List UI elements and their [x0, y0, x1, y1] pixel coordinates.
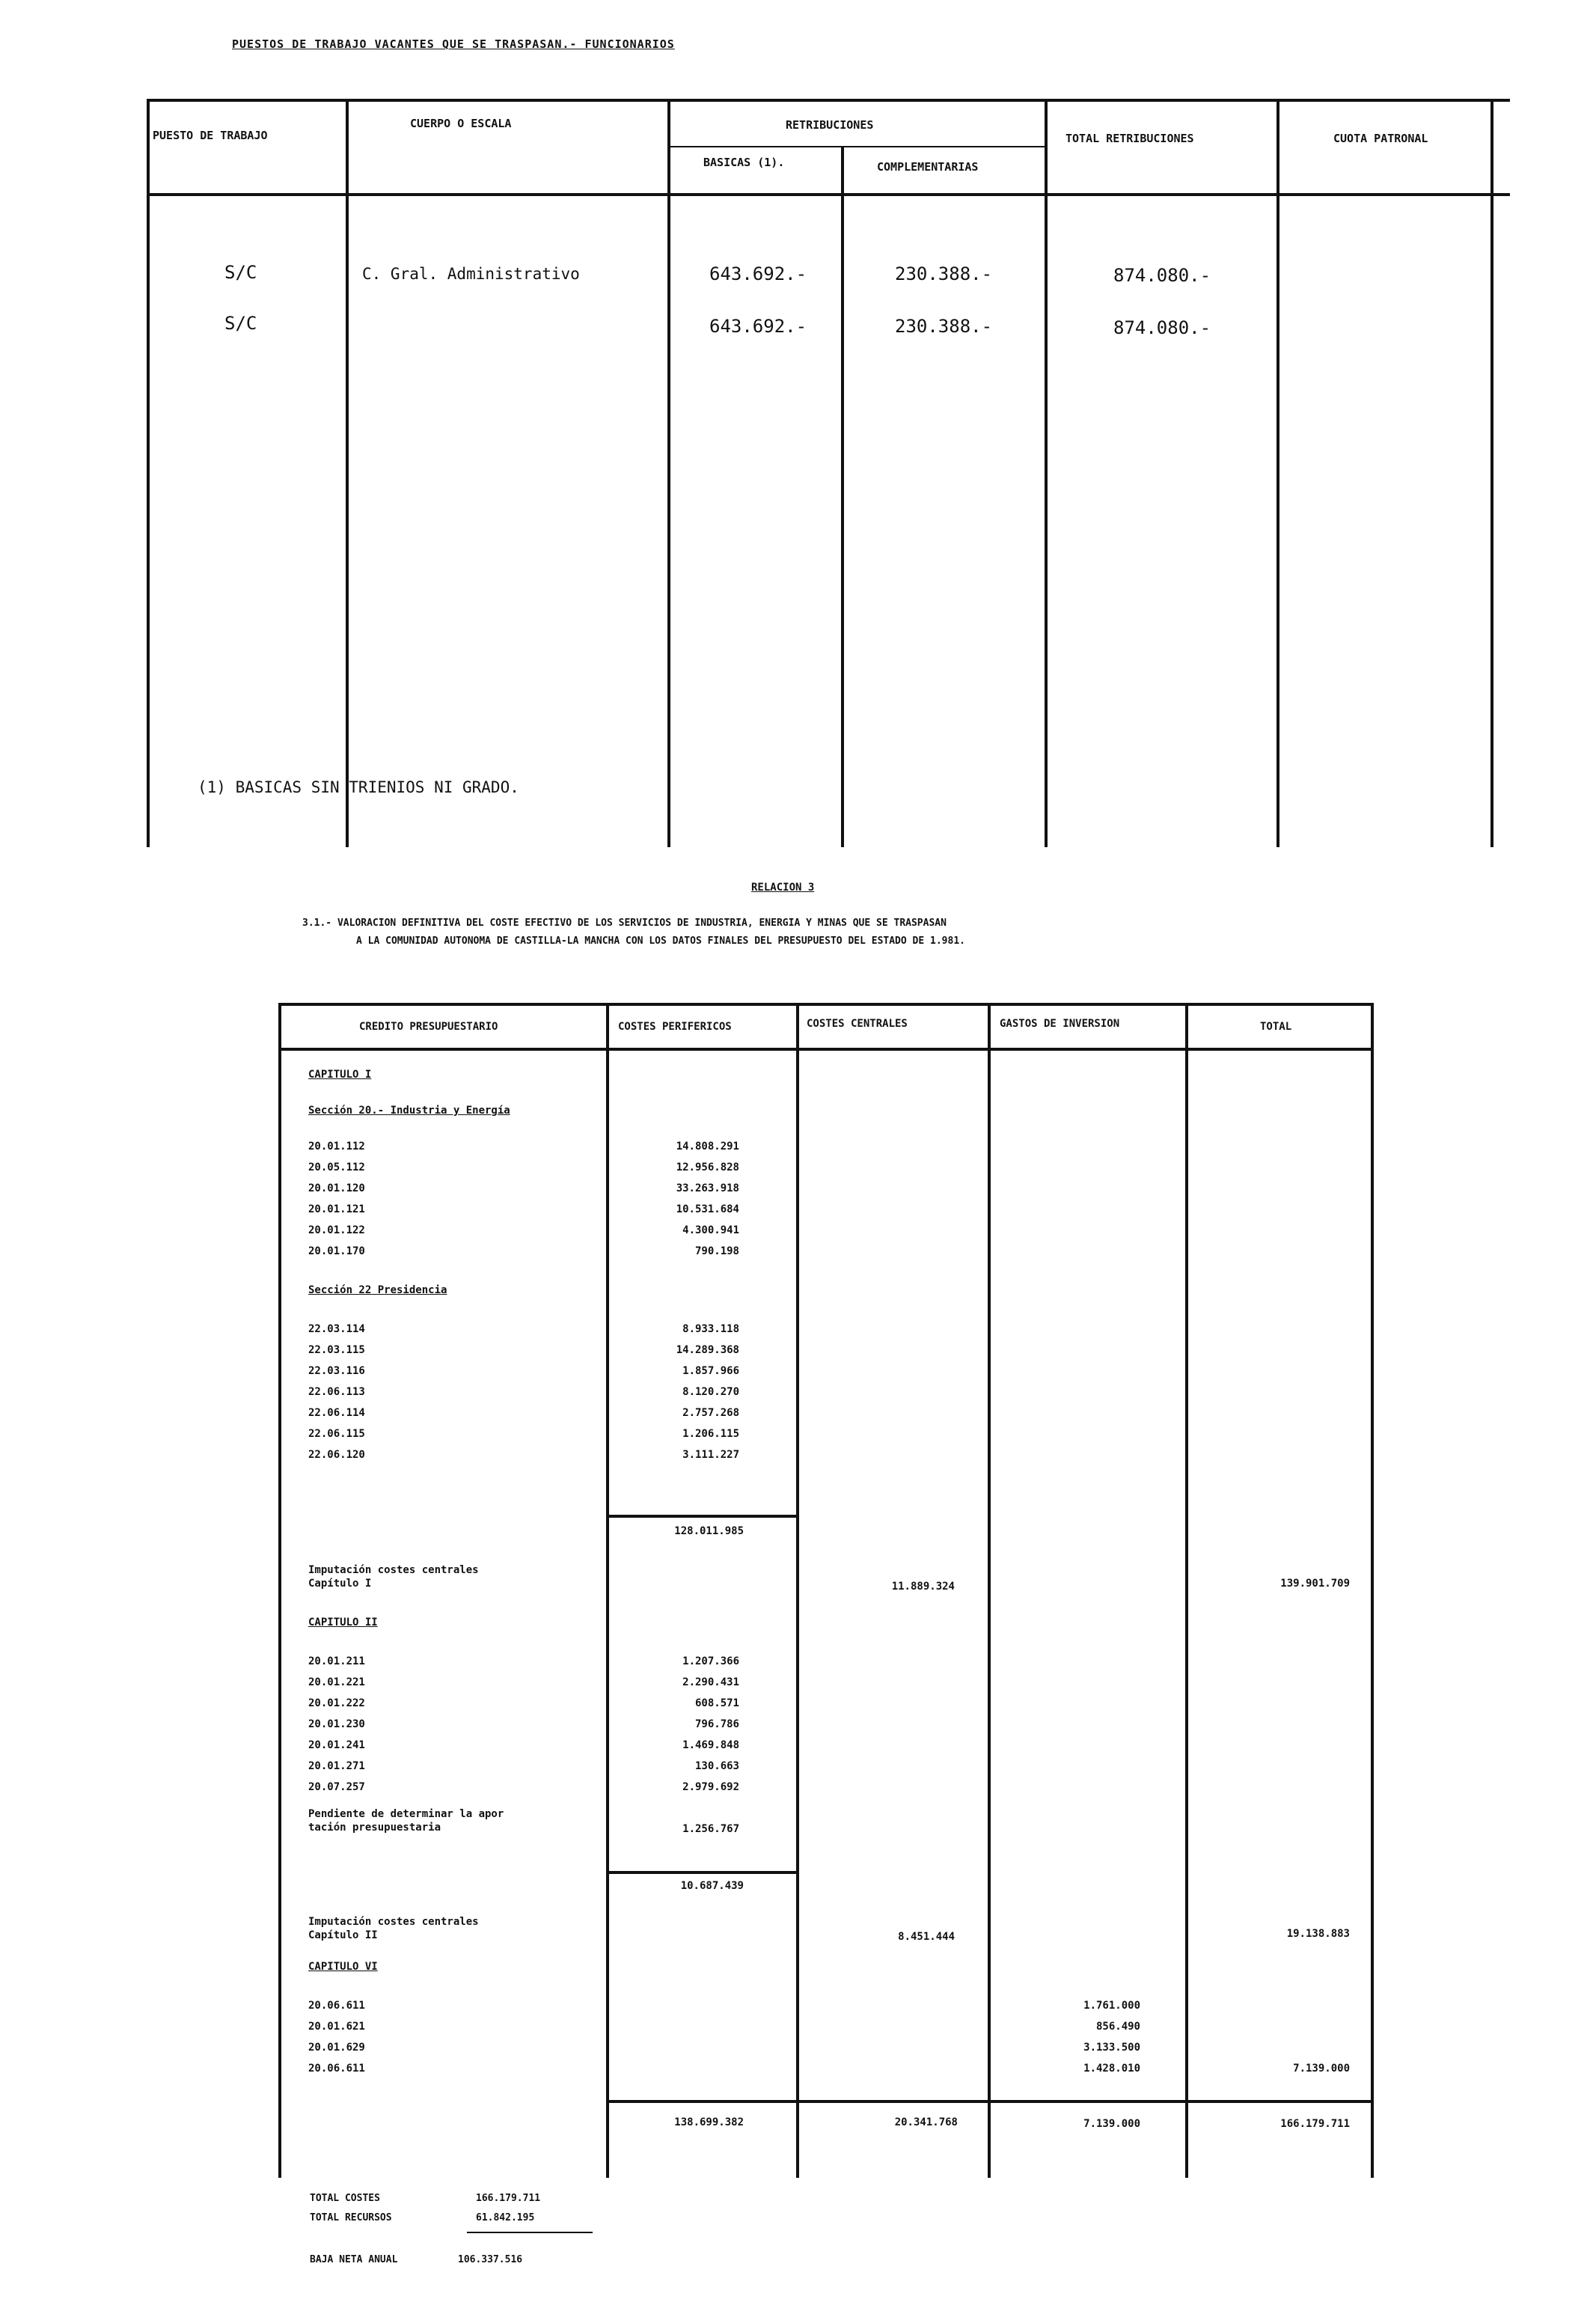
- hdr-cuota-patronal: CUOTA PATRONAL: [1333, 132, 1428, 145]
- cap1-sec1-val-5: 790.198: [694, 1245, 739, 1257]
- total-centrales: 20.341.768: [894, 2116, 958, 2128]
- cap2-subtotal-line: [606, 1871, 799, 1874]
- cap1-sec1: Sección 20.- Industria y Energía: [308, 1105, 510, 1117]
- hdr-centrales: COSTES CENTRALES: [807, 1018, 908, 1030]
- cap1-sec2: Sección 22 Presidencia: [308, 1284, 447, 1296]
- cap2-val-3: 796.786: [694, 1718, 739, 1730]
- cap6-val-1: 856.490: [1095, 2021, 1140, 2033]
- cost-table-header-bottom: [278, 1048, 1374, 1051]
- grand-total-line: [606, 2100, 1374, 2103]
- cap1-sec1-val-0: 14.808.291: [676, 1141, 739, 1153]
- cap1-sec1-code-2: 20.01.120: [308, 1182, 365, 1194]
- top-table-border-top: [147, 99, 1510, 102]
- row1-cuerpo: C. Gral. Administrativo: [362, 265, 580, 283]
- cost-col-line-0: [278, 1003, 281, 2178]
- top-col-line-6: [1490, 99, 1493, 847]
- cap1-sec2-val-5: 1.206.115: [682, 1428, 739, 1440]
- hdr-total: TOTAL: [1260, 1021, 1292, 1033]
- cap2-pend-val: 1.256.767: [682, 1823, 739, 1835]
- cap1-sec2-val-6: 3.111.227: [682, 1449, 739, 1461]
- cap1-sec1-val-4: 4.300.941: [682, 1224, 739, 1236]
- cap6-total: 7.139.000: [1293, 2063, 1350, 2075]
- row1-basicas: 643.692.-: [709, 263, 807, 284]
- cost-col-line-3: [988, 1003, 991, 2178]
- cap2-pend-line1: Pendiente de determinar la apor: [308, 1808, 504, 1820]
- total-periferico: 138.699.382: [674, 2116, 744, 2128]
- footer-recursos-label: TOTAL RECURSOS: [310, 2212, 392, 2223]
- cap1-sec2-val-4: 2.757.268: [682, 1407, 739, 1419]
- cost-col-line-5: [1371, 1003, 1374, 2178]
- footer-baja-label: BAJA NETA ANUAL: [310, 2254, 398, 2265]
- top-footnote: (1) BASICAS SIN TRIENIOS NI GRADO.: [198, 778, 519, 796]
- hdr-complementarias: COMPLEMENTARIAS: [877, 160, 979, 174]
- cap1-subtotal-line: [606, 1515, 799, 1518]
- cap6-val-3: 1.428.010: [1083, 2063, 1140, 2075]
- row2-puesto: S/C: [224, 313, 257, 334]
- cap1-imput-total: 139.901.709: [1280, 1578, 1350, 1590]
- cap1-sec2-code-1: 22.03.115: [308, 1344, 365, 1356]
- cap1-sec2-val-1: 14.289.368: [676, 1344, 739, 1356]
- top-col-line-0: [147, 99, 150, 847]
- cap1-sec1-val-1: 12.956.828: [676, 1162, 739, 1173]
- hdr-cuerpo: CUERPO O ESCALA: [410, 117, 512, 130]
- top-col-line-2: [667, 99, 670, 847]
- cap2-imput-central: 8.451.444: [898, 1931, 955, 1943]
- cost-col-line-4: [1185, 1003, 1188, 2178]
- cost-table-border-top: [278, 1003, 1374, 1006]
- hdr-credito: CREDITO PRESUPUESTARIO: [359, 1021, 498, 1033]
- cap6-val-0: 1.761.000: [1083, 2000, 1140, 2012]
- top-col-line-3: [841, 146, 844, 847]
- cap1-sec1-val-3: 10.531.684: [676, 1203, 739, 1215]
- cap1-sec2-code-2: 22.03.116: [308, 1365, 365, 1377]
- cap6-val-2: 3.133.500: [1083, 2042, 1140, 2054]
- hdr-puesto: PUESTO DE TRABAJO: [153, 129, 268, 142]
- cost-col-line-2: [796, 1003, 799, 2178]
- footer-sum-line: [467, 2232, 593, 2233]
- cap1-sec2-code-5: 22.06.115: [308, 1428, 365, 1440]
- top-col-line-5: [1277, 99, 1279, 847]
- cap2-label: CAPITULO II: [308, 1617, 378, 1628]
- cap6-label: CAPITULO VI: [308, 1961, 378, 1973]
- cap2-val-0: 1.207.366: [682, 1655, 739, 1667]
- cap2-val-1: 2.290.431: [682, 1676, 739, 1688]
- cap1-sec2-val-2: 1.857.966: [682, 1365, 739, 1377]
- row2-basicas: 643.692.-: [709, 316, 807, 337]
- footer-costes-val: 166.179.711: [476, 2193, 541, 2204]
- row1-puesto: S/C: [224, 262, 257, 283]
- top-table-header-bottom: [147, 193, 1510, 196]
- cap1-sec1-code-3: 20.01.121: [308, 1203, 365, 1215]
- cap1-subtotal: 128.011.985: [674, 1525, 744, 1537]
- hdr-retribuciones: RETRIBUCIONES: [786, 118, 874, 132]
- cap1-sec1-code-0: 20.01.112: [308, 1141, 365, 1153]
- cap1-sec2-code-0: 22.03.114: [308, 1323, 365, 1335]
- footer-costes-label: TOTAL COSTES: [310, 2193, 380, 2204]
- cap2-imput-line1: Imputación costes centrales: [308, 1916, 479, 1928]
- top-col-line-4: [1045, 99, 1048, 847]
- cap2-code-4: 20.01.241: [308, 1739, 365, 1751]
- cap2-code-3: 20.01.230: [308, 1718, 365, 1730]
- cap2-code-2: 20.01.222: [308, 1697, 365, 1709]
- relacion-line1: 3.1.- VALORACION DEFINITIVA DEL COSTE EFECTIVO DE LOS SERVICIOS DE INDUSTRIA, ENERGIA Y MINAS QUE SE TRASPASAN: [302, 918, 947, 929]
- cap1-imput-line2: Capítulo I: [308, 1578, 372, 1590]
- cap2-val-6: 2.979.692: [682, 1781, 739, 1793]
- cap6-code-2: 20.01.629: [308, 2042, 365, 2054]
- cap2-val-2: 608.571: [694, 1697, 739, 1709]
- hdr-periferico: COSTES PERIFERICOS: [618, 1021, 732, 1033]
- hdr-total-retribuciones: TOTAL RETRIBUCIONES: [1065, 132, 1194, 145]
- row1-complementarias: 230.388.-: [895, 263, 993, 284]
- cap2-code-6: 20.07.257: [308, 1781, 365, 1793]
- cap1-sec2-val-0: 8.933.118: [682, 1323, 739, 1335]
- cap6-code-1: 20.01.621: [308, 2021, 365, 2033]
- relacion-line2: A LA COMUNIDAD AUTONOMA DE CASTILLA-LA MANCHA CON LOS DATOS FINALES DEL PRESUPUESTO DEL ESTADO DE 1.981.: [356, 935, 965, 947]
- top-col-line-1: [346, 99, 349, 847]
- cap1-sec1-code-1: 20.05.112: [308, 1162, 365, 1173]
- cap1-imput-line1: Imputación costes centrales: [308, 1564, 479, 1576]
- cap1-sec2-code-3: 22.06.113: [308, 1386, 365, 1398]
- cap2-imput-total: 19.138.883: [1286, 1928, 1350, 1940]
- cap2-code-5: 20.01.271: [308, 1760, 365, 1772]
- cap1-sec1-code-5: 20.01.170: [308, 1245, 365, 1257]
- cap2-val-4: 1.469.848: [682, 1739, 739, 1751]
- cost-col-line-1: [606, 1003, 609, 2178]
- hdr-inversion: GASTOS DE INVERSION: [1000, 1018, 1120, 1030]
- hdr-basicas: BASICAS (1).: [703, 156, 785, 169]
- cap2-val-5: 130.663: [694, 1760, 739, 1772]
- cap2-subtotal: 10.687.439: [680, 1880, 744, 1892]
- cap1-sec2-code-4: 22.06.114: [308, 1407, 365, 1419]
- cap1-sec2-code-6: 22.06.120: [308, 1449, 365, 1461]
- relacion-title: RELACION 3: [751, 882, 815, 894]
- cap1-label: CAPITULO I: [308, 1069, 372, 1081]
- total-total: 166.179.711: [1280, 2118, 1350, 2130]
- cap1-sec1-val-2: 33.263.918: [676, 1182, 739, 1194]
- total-inversion: 7.139.000: [1083, 2118, 1140, 2130]
- cap6-code-3: 20.06.611: [308, 2063, 365, 2075]
- cap2-imput-line2: Capítulo II: [308, 1929, 378, 1941]
- cap1-sec2-val-3: 8.120.270: [682, 1386, 739, 1398]
- row2-total: 874.080.-: [1113, 317, 1211, 338]
- cap6-code-0: 20.06.611: [308, 2000, 365, 2012]
- cap2-code-1: 20.01.221: [308, 1676, 365, 1688]
- row2-complementarias: 230.388.-: [895, 316, 993, 337]
- footer-baja-val: 106.337.516: [458, 2254, 523, 2265]
- cap1-imput-central: 11.889.324: [891, 1581, 955, 1593]
- cap2-pend-line2: tación presupuestaria: [308, 1822, 441, 1834]
- top-table-title: PUESTOS DE TRABAJO VACANTES QUE SE TRASPASAN.- FUNCIONARIOS: [232, 37, 675, 51]
- footer-recursos-val: 61.842.195: [476, 2212, 535, 2223]
- cap2-code-0: 20.01.211: [308, 1655, 365, 1667]
- cap1-sec1-code-4: 20.01.122: [308, 1224, 365, 1236]
- row1-total: 874.080.-: [1113, 265, 1211, 286]
- retribuciones-divider: [667, 146, 1045, 147]
